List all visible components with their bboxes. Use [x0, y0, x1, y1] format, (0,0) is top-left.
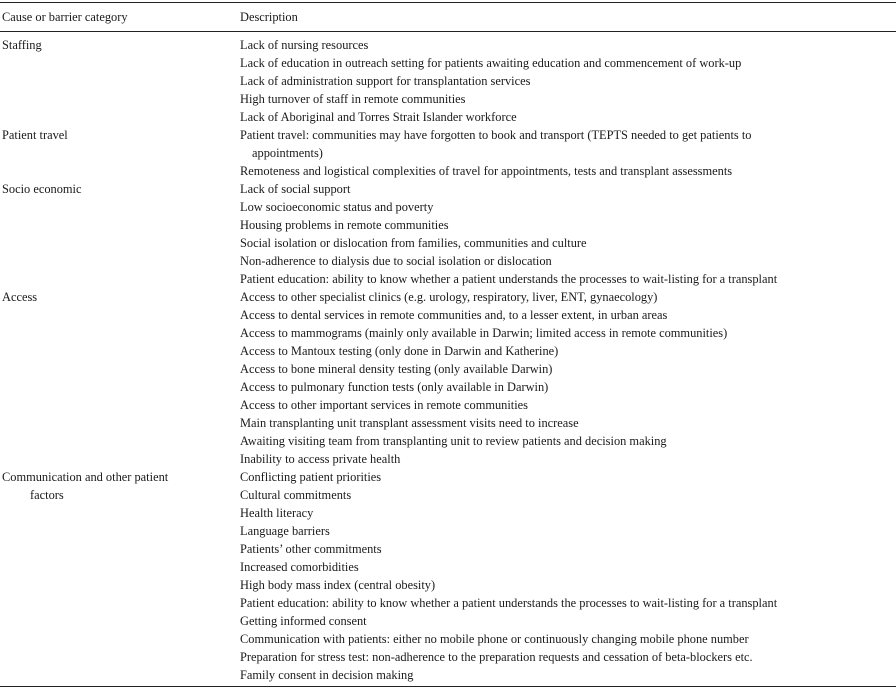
description-line: Access to pulmonary function tests (only available in Darwin) [240, 380, 549, 394]
description-line: appointments) [252, 146, 323, 160]
description-item [240, 180, 890, 198]
description-item [240, 666, 890, 684]
description-line: Access to dental services in remote communities and, to a lesser extent, in urban areas [240, 308, 668, 322]
description-line: High body mass index (central obesity) [240, 578, 436, 592]
description-line: Access to other important services in remote communities [240, 398, 529, 412]
description-line: Lack of social support [240, 182, 351, 196]
description-item [240, 360, 890, 378]
description-line: Non-adherence to dialysis due to social isolation or dislocation [240, 254, 552, 268]
description-item [240, 486, 890, 504]
category-row [0, 180, 896, 288]
description-line: Patient travel: communities may have forgotten to book and transport (TEPTS needed to get patients to [240, 128, 752, 142]
description-item [240, 36, 890, 54]
category-label-line: Staffing [2, 38, 42, 52]
description-item [240, 468, 890, 486]
category-row [0, 468, 896, 684]
description-item [240, 522, 890, 540]
category-label [2, 180, 212, 198]
description-item [240, 108, 890, 126]
description-line: Lack of education in outreach setting for patients awaiting education and commencement of work-up [240, 56, 742, 70]
description-item [240, 252, 890, 270]
description-line: Health literacy [240, 506, 314, 520]
description-item [240, 90, 890, 108]
description-line: Getting informed consent [240, 614, 367, 628]
description-item [240, 450, 890, 468]
description-line: Main transplanting unit transplant assessment visits need to increase [240, 416, 579, 430]
description-line: Low socioeconomic status and poverty [240, 200, 434, 214]
description-item [240, 648, 890, 666]
description-list [240, 288, 890, 468]
category-row [0, 126, 896, 180]
description-item [240, 540, 890, 558]
description-line: Communication with patients: either no mobile phone or continuously changing mobile phone number [240, 632, 749, 646]
category-label-line: Patient travel [2, 128, 68, 142]
description-line: Family consent in decision making [240, 668, 414, 682]
description-list [240, 126, 890, 180]
category-label [2, 126, 212, 144]
category-row [0, 288, 896, 468]
description-line: Awaiting visiting team from transplanting unit to review patients and decision making [240, 434, 667, 448]
description-line: High turnover of staff in remote communities [240, 92, 466, 106]
description-line: Patient education: ability to know whether a patient understands the processes to wait-listing for a transplant [240, 596, 778, 610]
description-item [240, 234, 890, 252]
bottom-rule [0, 686, 896, 687]
description-item [240, 288, 890, 306]
description-item [240, 54, 890, 72]
category-label [2, 468, 212, 504]
description-item [240, 558, 890, 576]
description-line: Social isolation or dislocation from families, communities and culture [240, 236, 587, 250]
category-label-line: Socio economic [2, 182, 82, 196]
header-rule [0, 31, 896, 32]
description-line: Lack of administration support for transplantation services [240, 74, 531, 88]
description-list [240, 36, 890, 126]
description-item [240, 504, 890, 522]
category-label [2, 288, 212, 306]
description-line: Lack of Aboriginal and Torres Strait Islander workforce [240, 110, 517, 124]
description-item [240, 432, 890, 450]
category-label-line: Communication and other patient [2, 470, 169, 484]
category-label-line: factors [30, 488, 64, 502]
description-line: Housing problems in remote communities [240, 218, 449, 232]
description-item [240, 270, 890, 288]
description-item [240, 162, 890, 180]
category-row [0, 36, 896, 126]
description-list [240, 180, 890, 288]
description-line: Conflicting patient priorities [240, 470, 382, 484]
description-item [240, 198, 890, 216]
description-item [240, 576, 890, 594]
header-category: Cause or barrier category [2, 10, 128, 24]
description-line: Patient education: ability to know whether a patient understands the processes to wait-listing for a transplant [240, 272, 778, 286]
description-line: Inability to access private health [240, 452, 401, 466]
description-line: Access to mammograms (mainly only available in Darwin; limited access in remote communities) [240, 326, 728, 340]
description-item [240, 414, 890, 432]
category-label-line: Access [2, 290, 38, 304]
description-line: Language barriers [240, 524, 330, 538]
description-line: Access to Mantoux testing (only done in Darwin and Katherine) [240, 344, 559, 358]
table-body [0, 36, 896, 684]
description-item [240, 594, 890, 612]
description-line: Cultural commitments [240, 488, 352, 502]
description-list [240, 468, 890, 684]
description-line: Increased comorbidities [240, 560, 359, 574]
category-label [2, 36, 212, 54]
description-item [240, 324, 890, 342]
description-item [240, 378, 890, 396]
description-line: Access to other specialist clinics (e.g. urology, respiratory, liver, ENT, gynaecology) [240, 290, 658, 304]
description-line: Preparation for stress test: non-adherence to the preparation requests and cessation of beta-blockers etc. [240, 650, 753, 664]
description-item [240, 396, 890, 414]
description-item [240, 126, 890, 162]
description-line: Patients’ other commitments [240, 542, 382, 556]
description-item [240, 342, 890, 360]
description-item [240, 216, 890, 234]
description-item [240, 630, 890, 648]
description-line: Lack of nursing resources [240, 38, 369, 52]
description-item [240, 306, 890, 324]
description-item [240, 612, 890, 630]
description-line: Access to bone mineral density testing (only available Darwin) [240, 362, 553, 376]
top-rule [0, 2, 896, 3]
header-description: Description [240, 10, 298, 24]
description-item [240, 72, 890, 90]
description-line: Remoteness and logistical complexities of travel for appointments, tests and transplant assessments [240, 164, 733, 178]
